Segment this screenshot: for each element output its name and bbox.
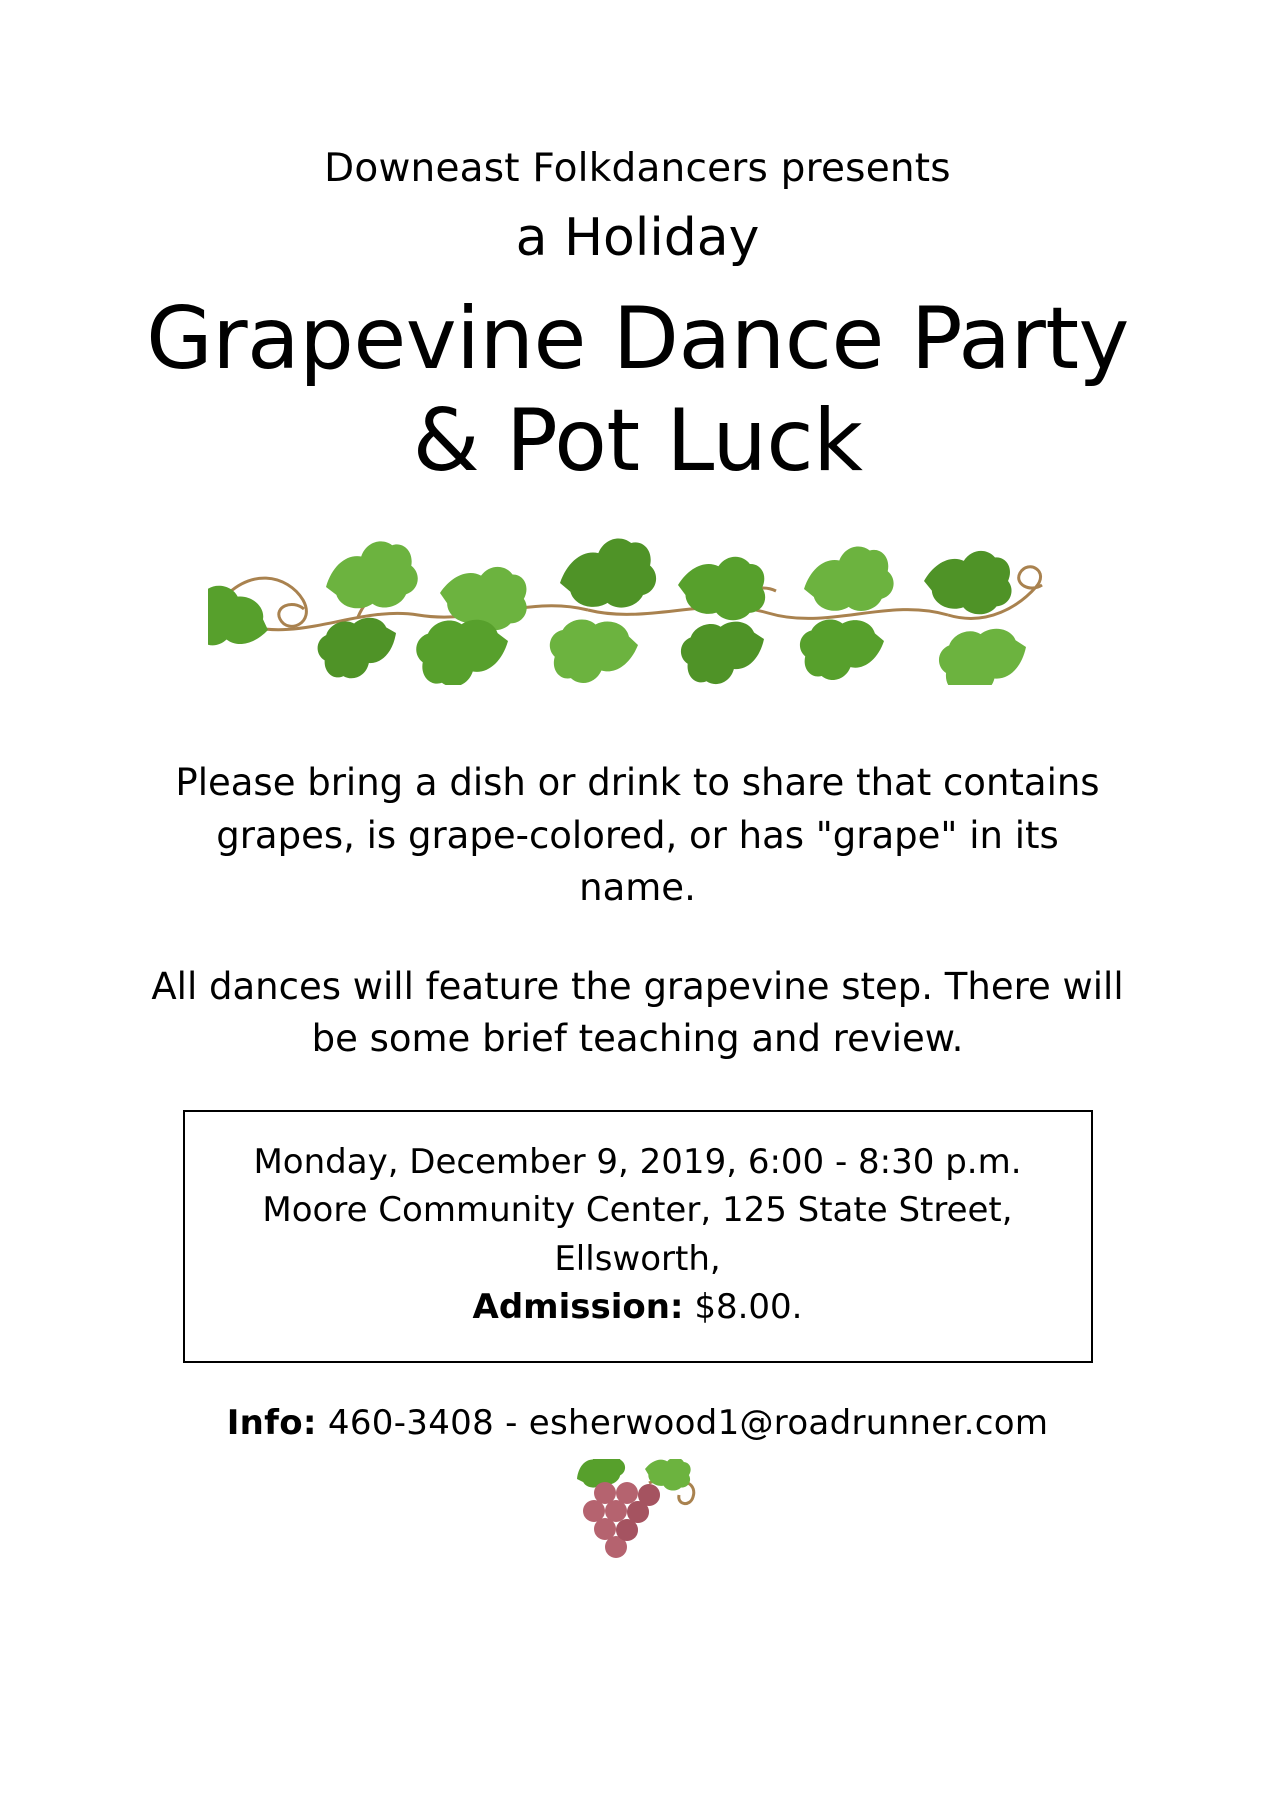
flyer-page (0, 148, 1275, 1798)
event-admission (205, 1283, 1071, 1331)
paragraph-dances: All dances will feature the grapevine step. There will be some brief teaching and review. (151, 964, 1124, 1061)
contact-info (90, 1403, 1185, 1443)
page-title-line-2: & Pot Luck (412, 391, 863, 491)
page-title-line-1: Grapevine Dance Party (146, 288, 1129, 389)
admission-value: $8.00. (694, 1286, 803, 1327)
grapevine-leaves-divider-icon (208, 535, 1068, 685)
event-location: Moore Community Center, 125 State Street, Ellsworth, (262, 1190, 1013, 1279)
grapevine-divider (90, 535, 1185, 685)
presenter-line: Downeast Folkdancers presents (324, 146, 951, 191)
grape-cluster-icon (553, 1459, 723, 1569)
paragraph-bring-a-dish: Please bring a dish or drink to share that contains grapes, is grape-colored, or has "grape" in its name. (175, 761, 1100, 910)
grape-cluster-decoration (90, 1459, 1185, 1569)
info-label: Info: (226, 1403, 317, 1444)
admission-label: Admission: (472, 1286, 684, 1327)
event-details-box (183, 1110, 1093, 1363)
info-value[interactable]: 460-3408 - esherwood1@roadrunner.com (327, 1403, 1049, 1444)
holiday-subtitle: a Holiday (515, 207, 760, 268)
event-datetime: Monday, December 9, 2019, 6:00 - 8:30 p.m. (253, 1141, 1022, 1182)
